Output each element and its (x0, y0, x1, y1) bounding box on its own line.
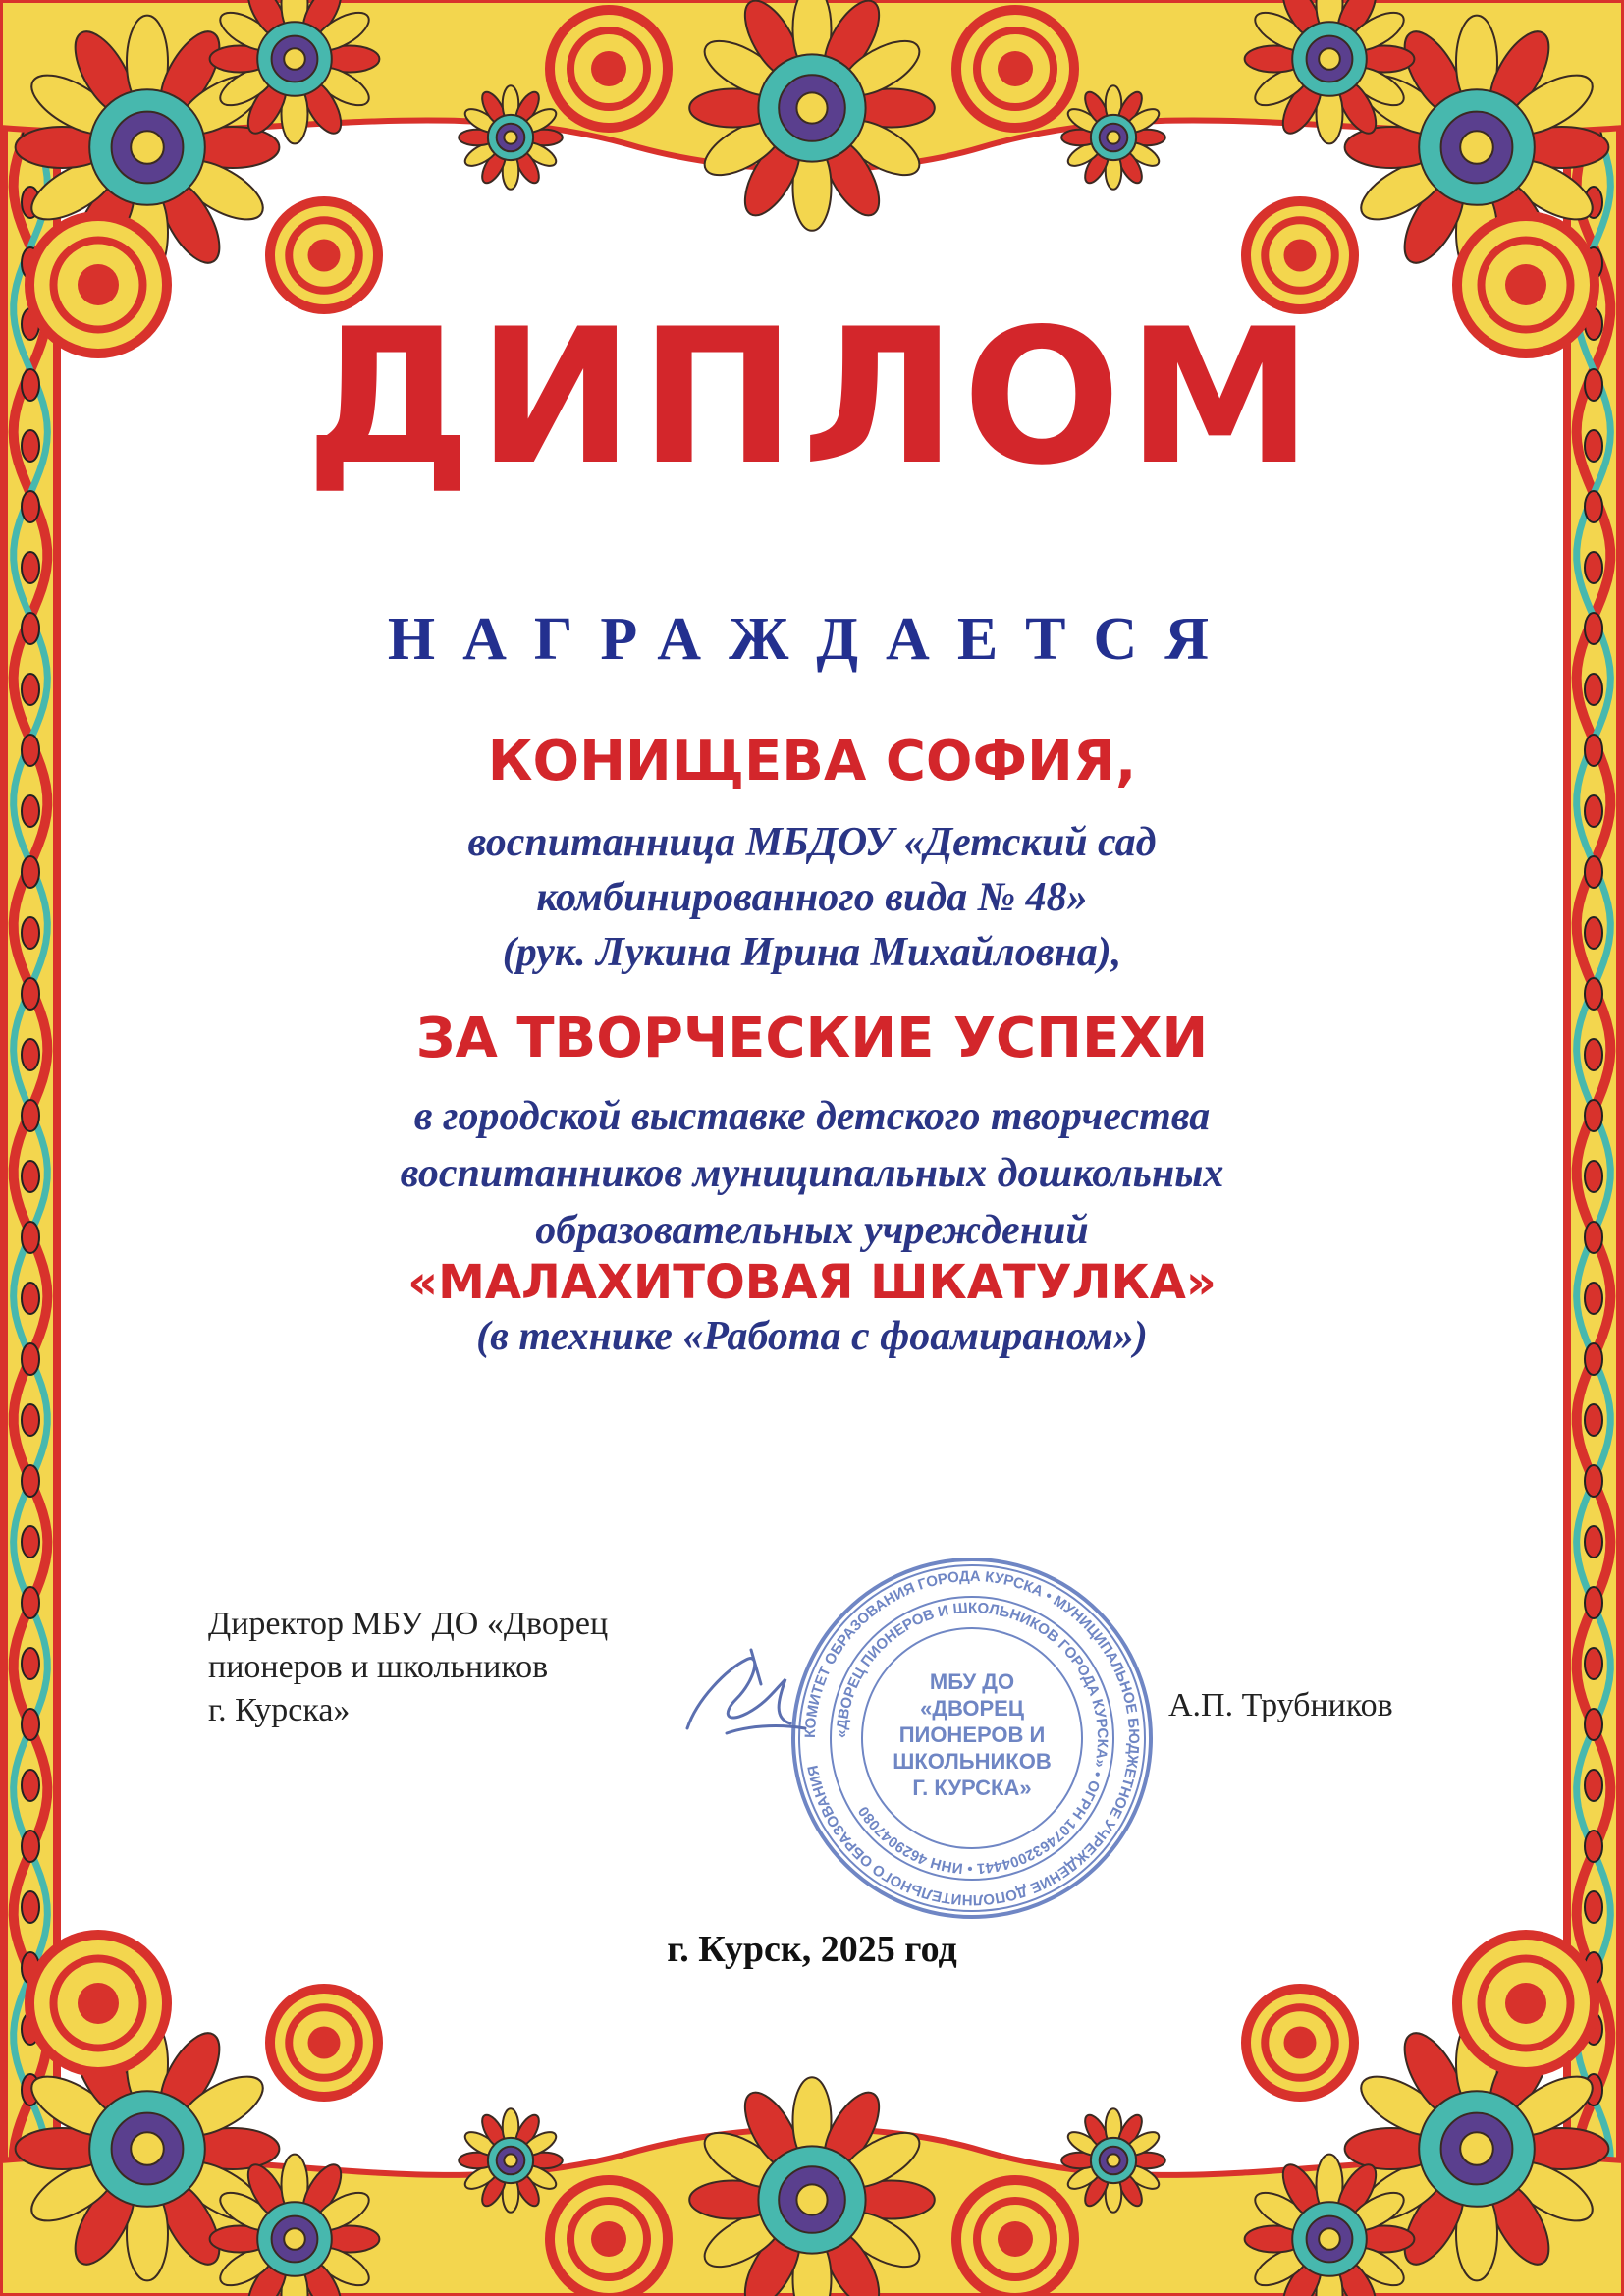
technique-note: (в технике «Работа с фоамираном») (476, 1314, 1148, 1359)
director-name: А.П. Трубников (1168, 1687, 1393, 1723)
event-line: в городской выставке детского творчества (413, 1094, 1211, 1139)
director-title-line: г. Курска» (208, 1692, 351, 1728)
director-title-line: пионеров и школьников (208, 1649, 549, 1685)
stamp-center-line: ПИОНЕРОВ И (898, 1722, 1046, 1747)
stamp-center-line: «ДВОРЕЦ (920, 1696, 1024, 1721)
recipient-name: КОНИЩЕВА СОФИЯ, (487, 730, 1137, 793)
stamp-center-line: МБУ ДО (929, 1669, 1015, 1694)
achievement-heading: ЗА ТВОРЧЕСКИЕ УСПЕХИ (415, 1007, 1209, 1070)
awarded-label: НАГРАЖДАЕТСЯ (387, 606, 1237, 673)
official-stamp (785, 1552, 1159, 1930)
director-signature (668, 1630, 825, 1763)
event-line: образовательных учреждений (535, 1208, 1089, 1253)
signature-icon (668, 1630, 825, 1758)
contest-name: «МАЛАХИТОВАЯ ШКАТУЛКА» (407, 1255, 1217, 1310)
director-title-line: Директор МБУ ДО «Дворец (208, 1606, 609, 1642)
place-date: г. Курск, 2025 год (667, 1929, 957, 1970)
stamp-seal (785, 1552, 1159, 1925)
stamp-center-line: Г. КУРСКА» (912, 1776, 1032, 1800)
recipient-organization (0, 815, 1624, 980)
stamp-center-line: ШКОЛЬНИКОВ (893, 1749, 1052, 1774)
organization-line: воспитанница МБДОУ «Детский сад (467, 820, 1157, 865)
event-line: воспитанников муниципальных дошкольных (400, 1151, 1224, 1196)
stamp-outer-text: КОМИТЕТ ОБРАЗОВАНИЯ ГОРОДА КУРСКА • МУНИЦИПАЛЬНОЕ БЮДЖЕТНОЕ УЧРЕЖДЕНИЕ ДОПОЛНИТЕЛЬНОГО ОБРАЗОВАНИЯ (801, 1567, 1143, 1909)
event-description (0, 1088, 1624, 1259)
diploma-title: ДИПЛОМ (305, 289, 1319, 506)
stamp-middle-text: «ДВОРЕЦ ПИОНЕРОВ И ШКОЛЬНИКОВ ГОРОДА КУРСКА» • ОГРН 1074632004441 • ИНН 4629047080 (833, 1599, 1111, 1878)
organization-line: (рук. Лукина Ирина Михайловна), (502, 930, 1122, 975)
organization-line: комбинированного вида № 48» (536, 875, 1088, 920)
